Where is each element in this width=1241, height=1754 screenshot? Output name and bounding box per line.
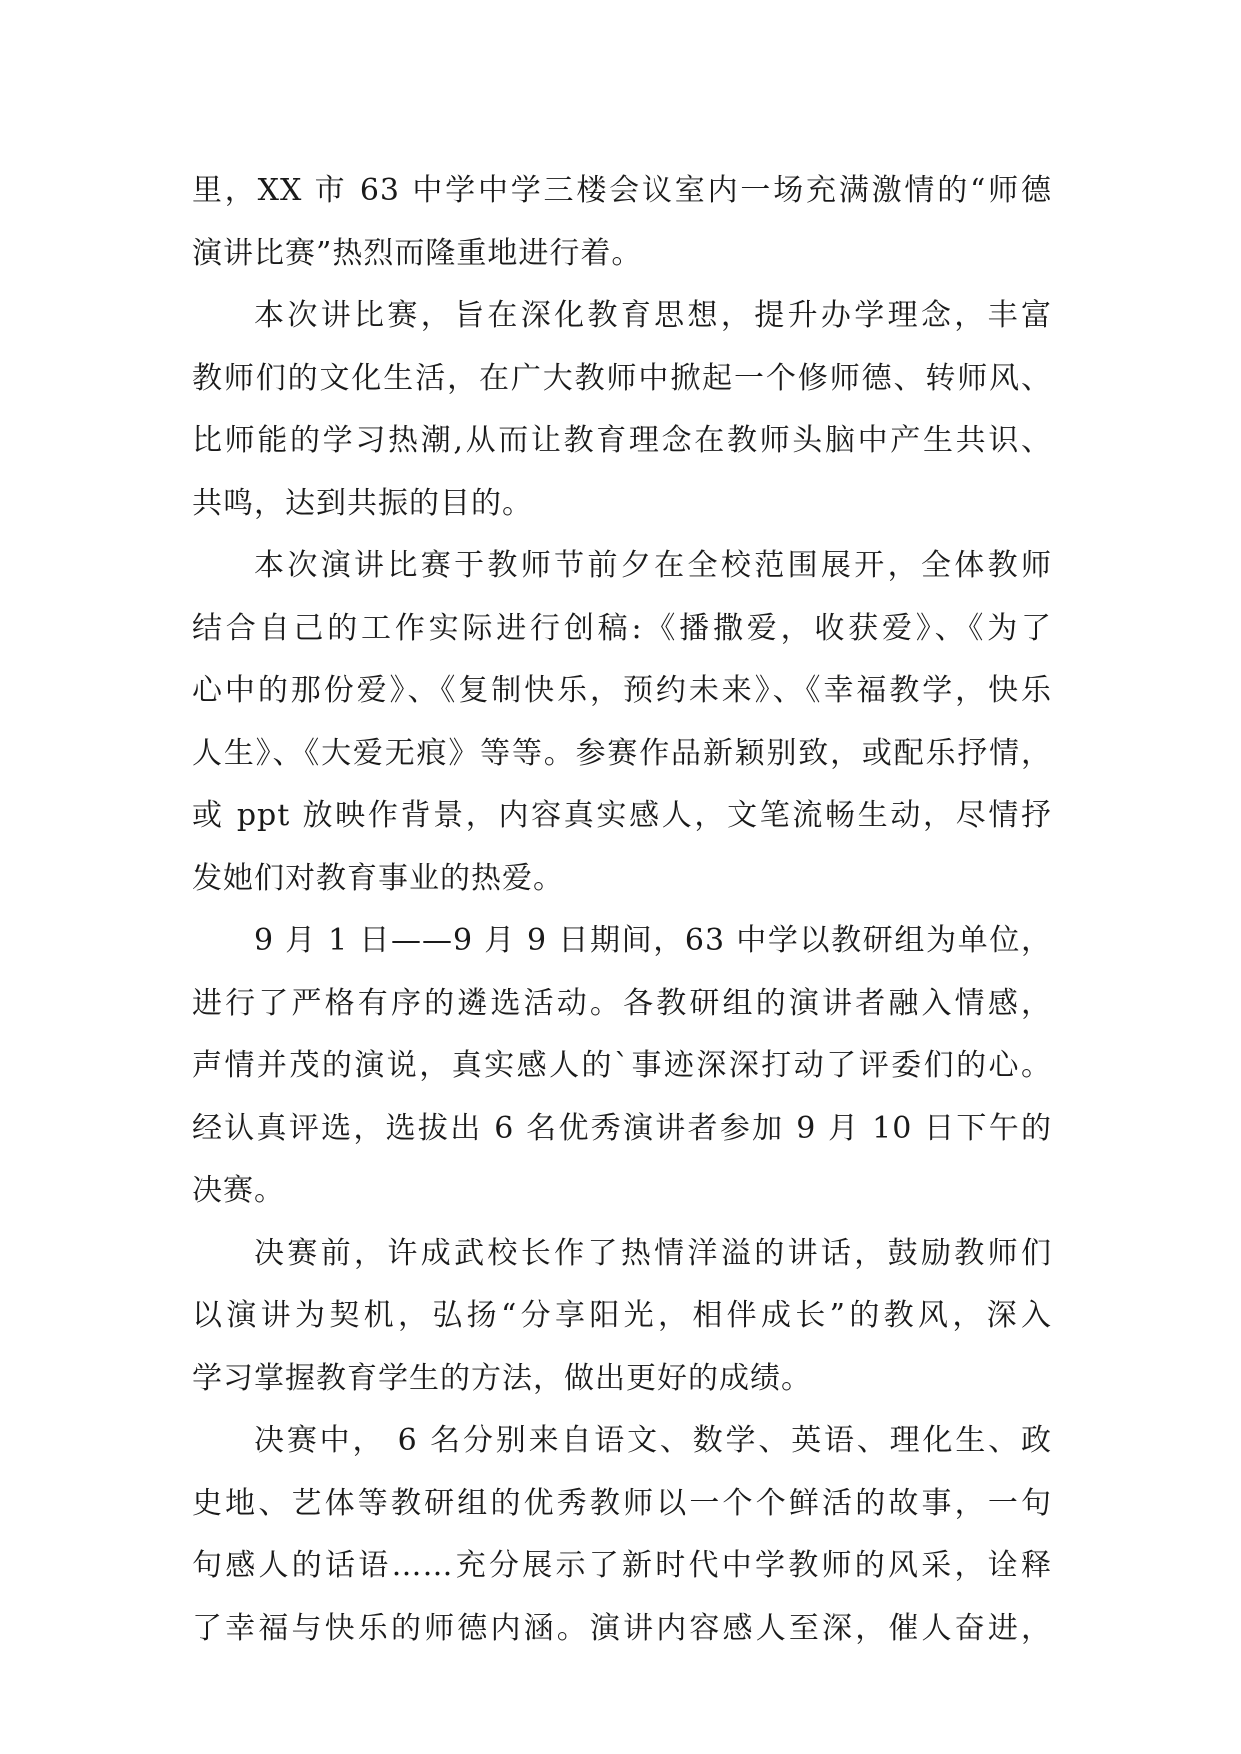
paragraph (192, 910, 1052, 1223)
paragraph (192, 1223, 1052, 1411)
text-line: 9 月 1 日——9 月 9 日期间，63 中学以教研组为单位， (254, 923, 1052, 958)
text-line: 以演讲为契机，弘扬“分享阳光，相伴成长”的教风，深入 (192, 1298, 1052, 1333)
text-line: 声情并茂的演说，真实感人的`事迹深深打动了评委们的心。 (192, 1048, 1052, 1083)
text-line: 教师们的文化生活，在广大教师中掀起一个修师德、转师风、 (192, 360, 1052, 396)
text-line: 决赛中， 6 名分别来自语文、数学、英语、理化生、政 (254, 1423, 1052, 1458)
text-line: 或 ppt 放映作背景，内容真实感人，文笔流畅生动，尽情抒 (192, 798, 1052, 833)
text-line: 经认真评选，选拔出 6 名优秀演讲者参加 9 月 10 日下午的 (192, 1110, 1052, 1146)
text-line: 比师能的学习热潮,从而让教育理念在教师头脑中产生共识、 (192, 423, 1052, 458)
paragraph (192, 1410, 1052, 1660)
text-line: 结合自己的工作实际进行创稿:《播撒爱，收获爱》、《为了 (192, 610, 1052, 646)
text-line: 史地、艺体等教研组的优秀教师以一个个鲜活的故事，一句 (192, 1485, 1052, 1521)
document-body (192, 160, 1052, 1660)
text-line: 学习掌握教育学生的方法，做出更好的成绩。 (192, 1360, 812, 1396)
text-line: 了幸福与快乐的师德内涵。演讲内容感人至深，催人奋进， (192, 1610, 1052, 1646)
paragraph (192, 160, 1052, 285)
text-line: 发她们对教育事业的热爱。 (192, 860, 564, 896)
text-line: 共鸣，达到共振的目的。 (192, 485, 533, 521)
text-line: 决赛前，许成武校长作了热情洋溢的讲话，鼓励教师们 (254, 1235, 1052, 1271)
text-line: 心中的那份爱》、《复制快乐，预约未来》、《幸福教学，快乐 (192, 673, 1052, 708)
text-line: 本次演讲比赛于教师节前夕在全校范围展开，全体教师 (254, 548, 1052, 583)
text-line: 进行了严格有序的遴选活动。各教研组的演讲者融入情感， (192, 985, 1052, 1021)
text-line: 句感人的话语……充分展示了新时代中学教师的风采，诠释 (192, 1548, 1052, 1583)
text-line: 演讲比赛”热烈而隆重地进行着。 (192, 235, 643, 271)
paragraph (192, 535, 1052, 910)
text-line: 决赛。 (192, 1173, 285, 1208)
text-line: 里，XX 市 63 中学中学三楼会议室内一场充满激情的“师德 (192, 173, 1052, 208)
text-line: 人生》、《大爱无痕》等等。参赛作品新颖别致，或配乐抒情， (192, 735, 1052, 771)
text-line: 本次讲比赛，旨在深化教育思想，提升办学理念，丰富 (254, 298, 1052, 333)
paragraph (192, 285, 1052, 535)
